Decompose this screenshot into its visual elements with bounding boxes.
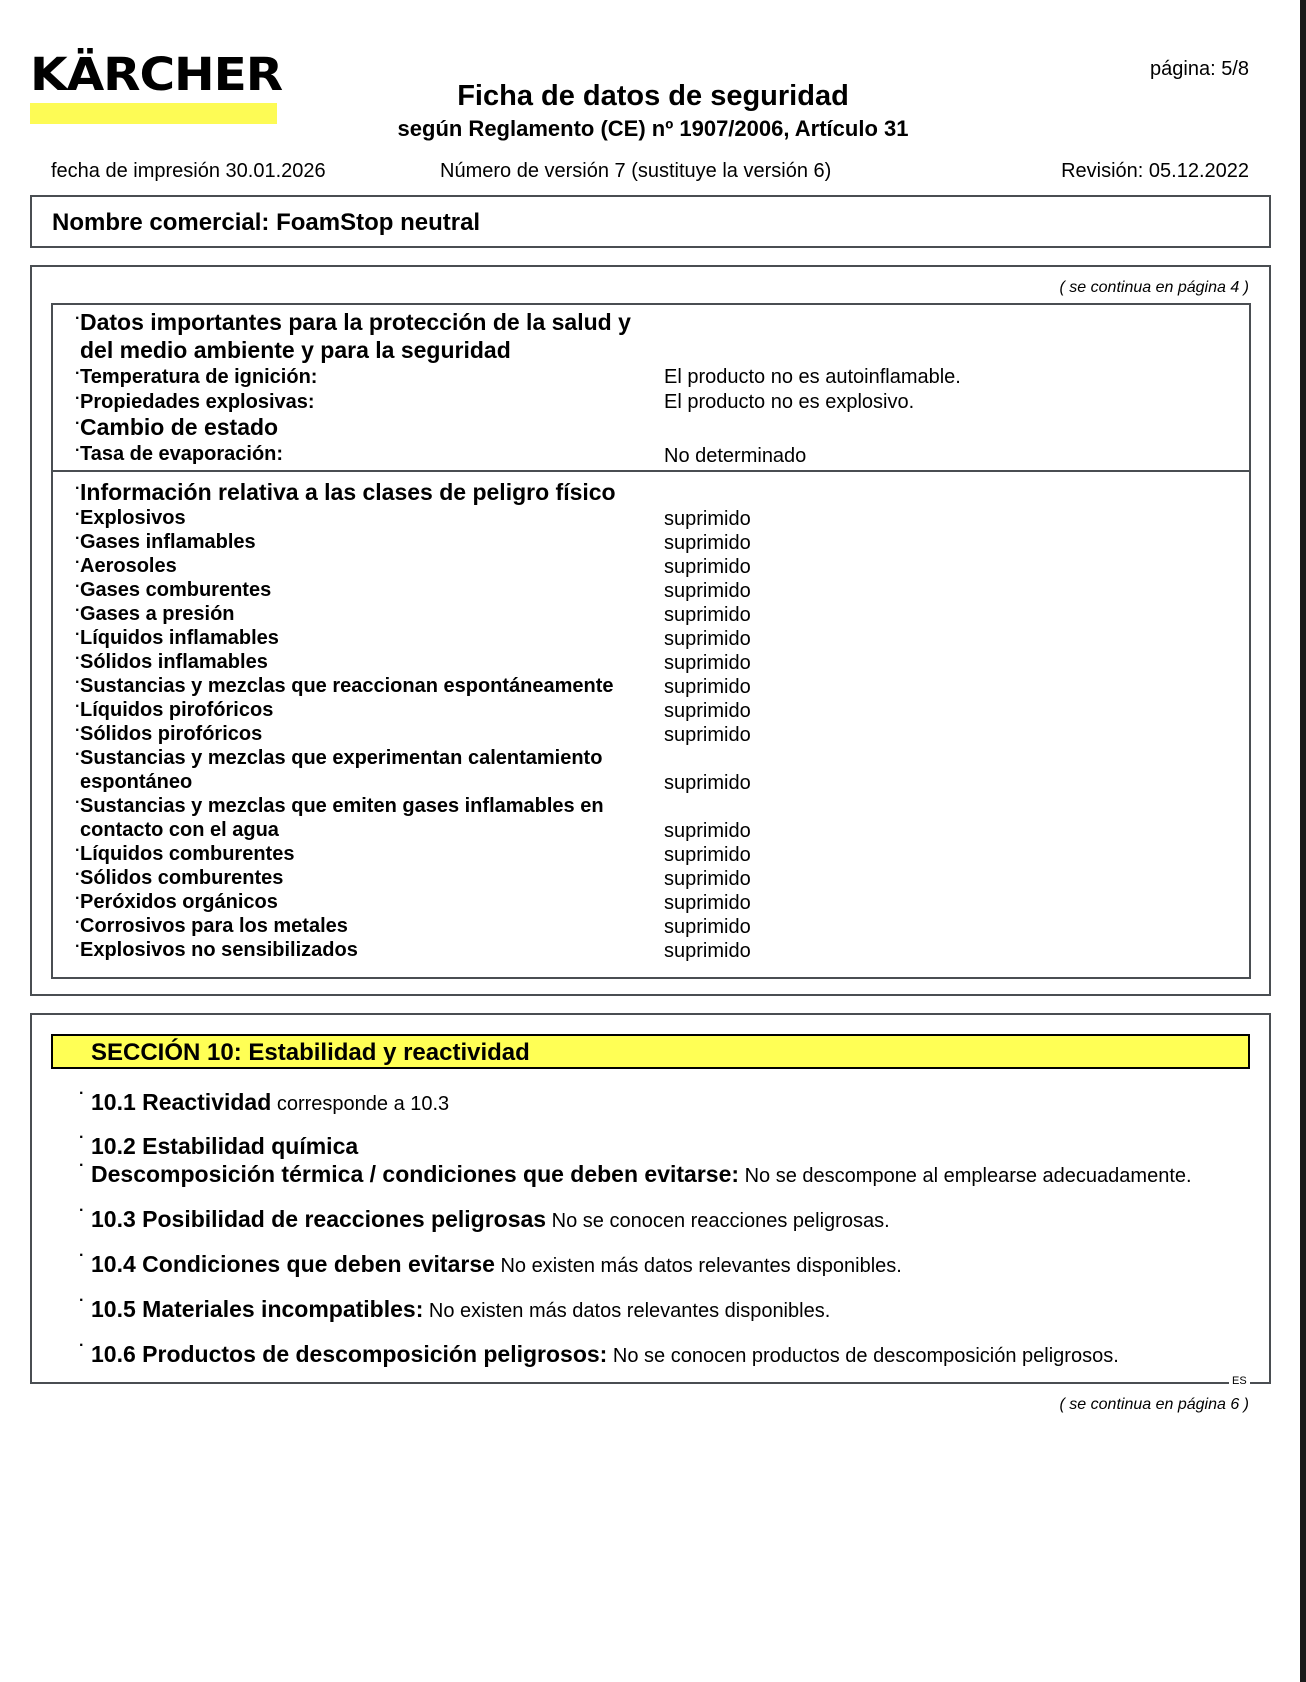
- row-label: Sustancias y mezclas que emiten gases inflamables en: [80, 795, 604, 817]
- bullet: ·: [75, 866, 81, 883]
- row-label: Explosivos no sensibilizados: [80, 939, 358, 961]
- row-label: contacto con el agua: [80, 819, 279, 841]
- row-state-change: [75, 414, 279, 441]
- bullet: ·: [75, 746, 81, 763]
- heading-text: Información relativa a las clases de peligro físico: [80, 479, 616, 505]
- row-value: suprimido: [664, 940, 751, 962]
- hazard-row: [75, 794, 604, 818]
- row-value: suprimido: [664, 604, 751, 626]
- language-code: ES: [1229, 1375, 1250, 1387]
- item-heading: 10.3 Posibilidad de reacciones peligrosas: [91, 1206, 547, 1232]
- bullet: ·: [79, 1292, 85, 1309]
- bullet: ·: [75, 365, 81, 382]
- row-label: Cambio de estado: [80, 414, 279, 440]
- row-label: Gases inflamables: [80, 531, 256, 553]
- document-subtitle: según Reglamento (CE) nº 1907/2006, Artículo 31: [397, 116, 909, 141]
- bullet: ·: [79, 1129, 85, 1146]
- heading-text: Datos importantes para la protección de la salud y: [80, 309, 631, 335]
- item-heading: 10.6 Productos de descomposición peligrosos:: [91, 1341, 608, 1367]
- group-divider: [51, 470, 1251, 472]
- group2-heading: [75, 479, 616, 506]
- row-label: Líquidos comburentes: [80, 843, 295, 865]
- row-value: suprimido: [664, 700, 751, 722]
- row-label: espontáneo: [80, 771, 193, 793]
- row-label: Sólidos inflamables: [80, 651, 268, 673]
- bullet: ·: [75, 530, 81, 547]
- bullet: ·: [75, 794, 81, 811]
- item-heading: 10.4 Condiciones que deben evitarse: [91, 1251, 495, 1277]
- item-text: No se descompone al emplearse adecuadamente.: [744, 1165, 1192, 1187]
- bullet: ·: [75, 480, 81, 497]
- hazard-row: [75, 746, 603, 770]
- row-label: Propiedades explosivas:: [80, 391, 315, 413]
- row-explosive-props: [75, 390, 315, 414]
- hazard-row: [75, 914, 348, 938]
- row-label: Sustancias y mezclas que experimentan calentamiento: [80, 747, 603, 769]
- hazard-row: [75, 722, 263, 746]
- continued-from-note: ( se continua en página 4 ): [1059, 279, 1249, 296]
- row-value: suprimido: [664, 652, 751, 674]
- hazard-row-continuation: [80, 770, 192, 794]
- product-name: Nombre comercial: FoamStop neutral: [52, 209, 481, 236]
- bullet: ·: [75, 938, 81, 955]
- row-value: suprimido: [664, 724, 751, 746]
- row-label: Aerosoles: [80, 555, 177, 577]
- row-value: suprimido: [664, 532, 751, 554]
- row-value: suprimido: [664, 676, 751, 698]
- row-ignition-temp: [75, 365, 318, 389]
- row-label: Líquidos inflamables: [80, 627, 279, 649]
- row-value: suprimido: [664, 508, 751, 530]
- item-text: No existen más datos relevantes disponibles.: [428, 1300, 831, 1322]
- item-10-6: [79, 1337, 1119, 1368]
- row-value: suprimido: [664, 628, 751, 650]
- row-label: Corrosivos para los metales: [80, 915, 348, 937]
- bullet: ·: [75, 722, 81, 739]
- hazard-row-continuation: [80, 818, 279, 842]
- document-title: [0, 80, 1306, 113]
- item-heading: 10.5 Materiales incompatibles:: [91, 1296, 424, 1322]
- bullet: ·: [75, 650, 81, 667]
- hazard-row: [75, 530, 256, 554]
- window-edge: [1300, 0, 1306, 1682]
- hazard-row: [75, 890, 278, 914]
- bullet: ·: [75, 842, 81, 859]
- hazard-row: [75, 674, 614, 698]
- row-value: suprimido: [664, 772, 751, 794]
- version-number: Número de versión 7 (sustituye la versión 6): [440, 160, 832, 182]
- hazard-row: [75, 698, 274, 722]
- bullet: ·: [75, 578, 81, 595]
- row-label: Gases a presión: [80, 603, 235, 625]
- hazard-row: [75, 842, 295, 866]
- row-label: Temperatura de ignición:: [80, 366, 318, 388]
- item-text: corresponde a 10.3: [276, 1093, 450, 1115]
- item-thermal-decomposition: [79, 1157, 1192, 1188]
- row-value: El producto no es autoinflamable.: [664, 366, 961, 388]
- bullet: ·: [75, 442, 81, 459]
- row-value: El producto no es explosivo.: [664, 391, 915, 413]
- bullet: ·: [79, 1247, 85, 1264]
- row-value: suprimido: [664, 868, 751, 890]
- hazard-row: [75, 506, 186, 530]
- row-label: Sólidos comburentes: [80, 867, 284, 889]
- bullet: ·: [79, 1157, 85, 1174]
- hazard-row: [75, 554, 177, 578]
- item-heading: 10.2 Estabilidad química: [91, 1133, 359, 1159]
- hazard-row: [75, 602, 235, 626]
- row-value: suprimido: [664, 820, 751, 842]
- item-text: No se conocen productos de descomposición peligrosos.: [612, 1345, 1119, 1367]
- bullet: ·: [79, 1202, 85, 1219]
- continued-on-note: ( se continua en página 6 ): [1059, 1396, 1249, 1413]
- row-label: Sólidos pirofóricos: [80, 723, 263, 745]
- row-value: No determinado: [664, 445, 807, 467]
- document-title-text: Ficha de datos de seguridad: [457, 80, 849, 112]
- bullet: ·: [75, 390, 81, 407]
- print-date: fecha de impresión 30.01.2026: [51, 160, 326, 182]
- heading-text: del medio ambiente y para la seguridad: [80, 337, 511, 363]
- row-label: Líquidos pirofóricos: [80, 699, 274, 721]
- item-10-3: [79, 1202, 890, 1233]
- item-10-4: [79, 1247, 902, 1278]
- bullet: ·: [75, 698, 81, 715]
- bullet: ·: [75, 674, 81, 691]
- bullet: ·: [79, 1337, 85, 1354]
- item-10-5: [79, 1292, 831, 1323]
- bullet: ·: [75, 602, 81, 619]
- hazard-row: [75, 938, 358, 962]
- hazard-row: [75, 866, 284, 890]
- row-label: Tasa de evaporación:: [80, 443, 284, 465]
- item-10-2: [79, 1129, 359, 1160]
- row-value: suprimido: [664, 844, 751, 866]
- bullet: ·: [75, 506, 81, 523]
- karcher-logo: KÄRCHER: [30, 48, 283, 101]
- bullet: ·: [75, 914, 81, 931]
- hazard-row: [75, 578, 272, 602]
- item-text: No existen más datos relevantes disponibles.: [500, 1255, 902, 1277]
- row-evaporation-rate: [75, 442, 284, 466]
- group1-heading-line2: [80, 338, 511, 364]
- row-label: Peróxidos orgánicos: [80, 891, 278, 913]
- revision-date: Revisión: 05.12.2022: [1061, 160, 1249, 182]
- item-text: No se conocen reacciones peligrosas.: [551, 1210, 890, 1232]
- row-value: suprimido: [664, 916, 751, 938]
- row-value: suprimido: [664, 556, 751, 578]
- section10-header-bar: [51, 1034, 1250, 1069]
- item-heading: 10.1 Reactividad: [91, 1089, 272, 1115]
- bullet: ·: [75, 415, 81, 432]
- row-label: Explosivos: [80, 507, 186, 529]
- bullet: ·: [75, 310, 81, 327]
- row-label: Sustancias y mezclas que reaccionan espontáneamente: [80, 675, 614, 697]
- hazard-row: [75, 650, 268, 674]
- group1-heading: [75, 309, 631, 336]
- row-value: suprimido: [664, 580, 751, 602]
- row-label: Gases comburentes: [80, 579, 272, 601]
- bullet: ·: [75, 626, 81, 643]
- item-10-1: [79, 1085, 450, 1116]
- bullet: ·: [75, 554, 81, 571]
- page-number: página: 5/8: [1150, 58, 1249, 80]
- section10-title: SECCIÓN 10: Estabilidad y reactividad: [91, 1039, 530, 1066]
- bullet: ·: [79, 1085, 85, 1102]
- bullet: ·: [75, 890, 81, 907]
- hazard-row: [75, 626, 279, 650]
- product-name-box: [30, 195, 1271, 248]
- row-value: suprimido: [664, 892, 751, 914]
- item-heading: Descomposición térmica / condiciones que deben evitarse:: [91, 1161, 740, 1187]
